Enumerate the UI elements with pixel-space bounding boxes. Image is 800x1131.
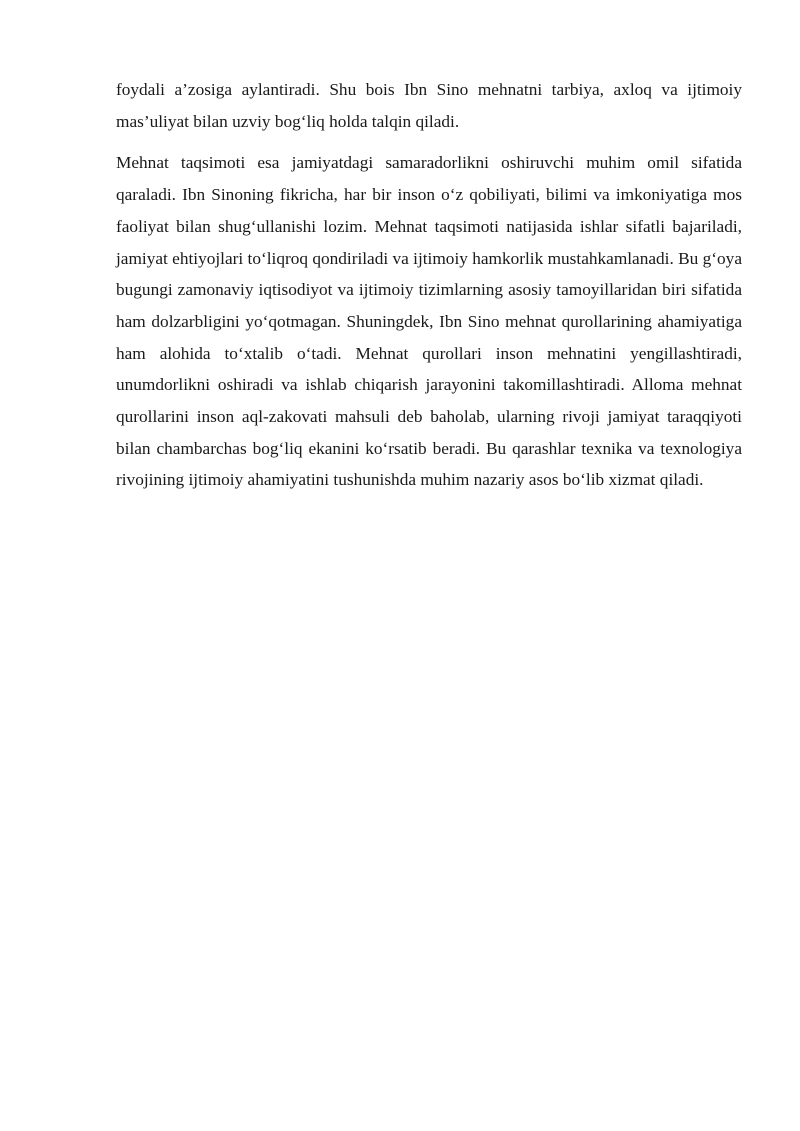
paragraph-1: foydali a’zosiga aylantiradi. Shu bois Ibn Sino mehnatni tarbiya, axloq va ijtimoiy mas’uliyat bilan uzviy bog‘liq holda talqin qiladi. bbox=[116, 80, 742, 131]
document-body bbox=[116, 74, 742, 496]
paragraph-2: Mehnat taqsimoti esa jamiyatdagi samaradorlikni oshiruvchi muhim omil sifatida qaraladi. Ibn Sinoning fikricha, har bir inson o‘z qobiliyati, bilimi va imkoniyatiga mos faoliyat bilan shug‘ullanishi lozim. Mehnat taqsimoti natijasida ishlar sifatli bajariladi, jamiyat ehtiyojlari to‘liqroq qondiriladi va ijtimoiy hamkorlik mustahkamlanadi. Bu g‘oya bugungi zamonaviy iqtisodiyot va ijtimoiy tizimlarning asosiy tamoyillaridan biri sifatida ham dolzarbligini yo‘qotmagan. Shuningdek, Ibn Sino mehnat qurollarining ahamiyatiga ham alohida to‘xtalib o‘tadi. Mehnat qurollari inson mehnatini yengillashtiradi, unumdorlikni oshiradi va ishlab chiqarish jarayonini takomillashtiradi. Alloma mehnat qurollarini inson aql-zakovati mahsuli deb baholab, ularning rivoji jamiyat taraqqiyoti bilan chambarchas bog‘liq ekanini ko‘rsatib beradi. Bu qarashlar texnika va texnologiya rivojining ijtimoiy ahamiyatini tushunishda muhim nazariy asos bo‘lib xizmat qiladi. bbox=[116, 153, 742, 490]
